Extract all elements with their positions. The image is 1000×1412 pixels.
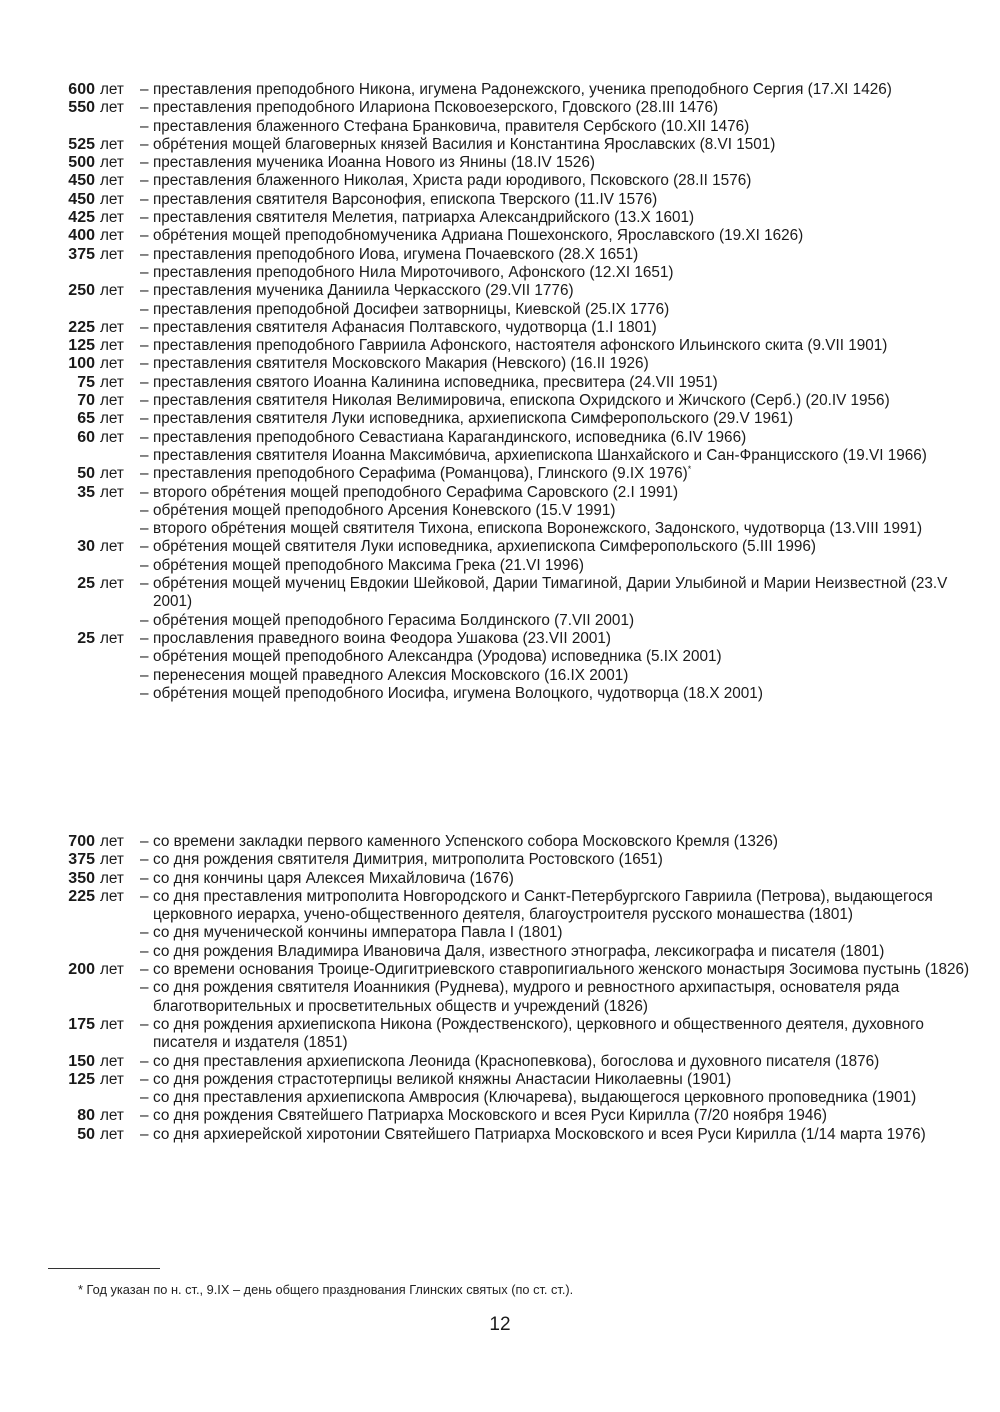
anniversary-entry bbox=[62, 172, 972, 190]
entry-text bbox=[153, 282, 972, 300]
footnote-text: Год указан по н. ст., 9.IX – день общего празднования Глинских святых (по ст. ст.). bbox=[86, 1282, 574, 1297]
entry-text bbox=[153, 374, 972, 392]
entry-text-content: со дня рождения Владимира Ивановича Даля, известного этнографа, лексикографа и писателя (1801) bbox=[153, 942, 885, 960]
entry-text bbox=[153, 172, 972, 190]
entry-years-unit: лет bbox=[100, 190, 124, 208]
entry-text-content: преставления преподобного Нила Мироточивого, Афонского (12.XI 1651) bbox=[153, 263, 674, 281]
entry-years-unit: лет bbox=[100, 428, 124, 446]
entry-years-unit: лет bbox=[100, 373, 124, 391]
anniversary-entry bbox=[62, 979, 972, 1016]
entry-years: 25 bbox=[77, 629, 95, 647]
entry-dash: – bbox=[140, 887, 149, 905]
entry-years: 50 bbox=[77, 1125, 95, 1143]
entry-dash: – bbox=[140, 666, 149, 684]
entry-years: 35 bbox=[77, 483, 95, 501]
entry-text-content: преставления святителя Луки исповедника, архиепископа Симферопольского (29.V 1961) bbox=[153, 410, 794, 428]
entry-dash: – bbox=[140, 446, 149, 464]
anniversary-entry bbox=[62, 227, 972, 245]
entry-text-content: преставления блаженного Стефана Бранковича, правителя Сербского (10.XII 1476) bbox=[153, 117, 750, 135]
entry-years: 25 bbox=[77, 575, 95, 593]
entry-years-unit: лет bbox=[100, 337, 124, 355]
entry-years-unit: лет bbox=[100, 392, 124, 410]
entry-text-content: преставления святителя Московского Макария (Невского) (16.II 1926) bbox=[153, 355, 649, 373]
entry-dash: – bbox=[140, 410, 149, 428]
anniversary-entry bbox=[62, 1053, 972, 1071]
entry-text-content: преставления преподобного Севастиана Карагандинского, исповедника (6.IV 1966) bbox=[153, 428, 747, 446]
entry-text bbox=[153, 520, 972, 538]
entry-dash: – bbox=[140, 924, 149, 942]
entry-text bbox=[153, 1089, 972, 1107]
entry-text bbox=[153, 924, 972, 942]
entry-dash: – bbox=[140, 869, 149, 887]
entry-text bbox=[153, 264, 972, 282]
entry-years-unit: лет bbox=[100, 1015, 124, 1033]
entry-text-content: второго обрéтения мощей преподобного Серафима Саровского (2.I 1991) bbox=[153, 483, 679, 501]
entry-text bbox=[153, 81, 972, 99]
entry-text-content: преставления преподобного Серафима (Романцова), Глинского (9.IX 1976) bbox=[153, 465, 688, 483]
anniversary-entry bbox=[62, 429, 972, 447]
anniversary-entry bbox=[62, 943, 972, 961]
entry-dash: – bbox=[140, 263, 149, 281]
anniversary-entry bbox=[62, 191, 972, 209]
entry-years-unit: лет bbox=[100, 318, 124, 336]
entry-text-content: преставления мученика Иоанна Нового из Янины (18.IV 1526) bbox=[153, 154, 596, 172]
entry-text-content: прославления праведного воина Феодора Ушакова (23.VII 2001) bbox=[153, 629, 611, 647]
entry-text-content: преставления святителя Варсонофия, епископа Тверского (11.IV 1576) bbox=[153, 190, 658, 208]
entry-text-content: преставления преподобной Досифеи затворницы, Киевской (25.IX 1776) bbox=[153, 300, 670, 318]
entry-text bbox=[153, 465, 972, 483]
entry-years-unit: лет bbox=[100, 1052, 124, 1070]
entry-text bbox=[153, 1107, 972, 1125]
entry-years-unit: лет bbox=[100, 483, 124, 501]
footnote bbox=[78, 1282, 573, 1298]
anniversary-entry bbox=[62, 136, 972, 154]
anniversary-entry bbox=[62, 833, 972, 851]
anniversary-entry bbox=[62, 264, 972, 282]
entry-text-content: обрéтения мощей преподобномученика Адриана Пошехонского, Ярославского (19.XI 1626) bbox=[153, 227, 804, 245]
entry-years: 125 bbox=[68, 337, 95, 355]
entry-years-unit: лет bbox=[100, 538, 124, 556]
entry-text bbox=[153, 392, 972, 410]
anniversary-list-saints bbox=[62, 81, 972, 703]
entry-years: 125 bbox=[68, 1070, 95, 1088]
anniversary-entry bbox=[62, 1071, 972, 1089]
anniversary-entry bbox=[62, 246, 972, 264]
entry-text bbox=[153, 429, 972, 447]
entry-years-unit: лет bbox=[100, 1125, 124, 1143]
entry-text-content: обрéтения мощей преподобного Герасима Болдинского (7.VII 2001) bbox=[153, 611, 635, 629]
anniversary-entry bbox=[62, 888, 972, 925]
entry-dash: – bbox=[140, 1107, 149, 1125]
entry-text bbox=[153, 833, 972, 851]
entry-dash: – bbox=[140, 465, 149, 483]
entry-dash: – bbox=[140, 428, 149, 446]
entry-text-content: перенесения мощей праведного Алексия Московского (16.IX 2001) bbox=[153, 666, 629, 684]
entry-dash: – bbox=[140, 355, 149, 373]
anniversary-entry bbox=[62, 1089, 972, 1107]
entry-dash: – bbox=[140, 392, 149, 410]
entry-years: 250 bbox=[68, 282, 95, 300]
entry-dash: – bbox=[140, 851, 149, 869]
anniversary-entry bbox=[62, 319, 972, 337]
entry-text bbox=[153, 961, 972, 979]
entry-text bbox=[153, 319, 972, 337]
entry-years: 75 bbox=[77, 373, 95, 391]
entry-dash: – bbox=[140, 483, 149, 501]
entry-years-unit: лет bbox=[100, 209, 124, 227]
anniversary-entry bbox=[62, 81, 972, 99]
entry-years: 500 bbox=[68, 154, 95, 172]
entry-text-content: преставления святителя Иоанна Максимóвича, архиепископа Шанхайского и Сан-Францисского (19.VI 1966) bbox=[153, 446, 927, 464]
entry-years: 60 bbox=[77, 428, 95, 446]
entry-dash: – bbox=[140, 172, 149, 190]
anniversary-entry bbox=[62, 355, 972, 373]
entry-text bbox=[153, 502, 972, 520]
entry-dash: – bbox=[140, 1015, 149, 1033]
anniversary-entry bbox=[62, 301, 972, 319]
entry-years: 550 bbox=[68, 99, 95, 117]
anniversary-entry bbox=[62, 392, 972, 410]
entry-dash: – bbox=[140, 190, 149, 208]
entry-years-unit: лет bbox=[100, 833, 124, 850]
entry-dash: – bbox=[140, 684, 149, 702]
entry-text bbox=[153, 484, 972, 502]
entry-text bbox=[153, 191, 972, 209]
entry-dash: – bbox=[140, 1089, 149, 1107]
entry-years: 700 bbox=[68, 833, 95, 850]
entry-text-content: преставления преподобного Никона, игумена Радонежского, ученика преподобного Сергия (17.XI 1426) bbox=[153, 81, 892, 98]
entry-text bbox=[153, 630, 972, 648]
entry-text-content: обрéтения мощей преподобного Арсения Коневского (15.V 1991) bbox=[153, 501, 616, 519]
entry-text bbox=[153, 851, 972, 869]
anniversary-entry bbox=[62, 648, 972, 666]
anniversary-entry bbox=[62, 612, 972, 630]
entry-text bbox=[153, 943, 972, 961]
entry-text bbox=[153, 447, 972, 465]
entry-text-content: преставления мученика Даниила Черкасского (29.VII 1776) bbox=[153, 282, 574, 300]
anniversary-entry bbox=[62, 1126, 972, 1144]
anniversary-entry bbox=[62, 410, 972, 428]
entry-years: 450 bbox=[68, 172, 95, 190]
anniversary-entry bbox=[62, 870, 972, 888]
entry-years-unit: лет bbox=[100, 851, 124, 869]
entry-years: 70 bbox=[77, 392, 95, 410]
entry-years-unit: лет bbox=[100, 81, 124, 98]
anniversary-entry bbox=[62, 484, 972, 502]
entry-text bbox=[153, 575, 972, 612]
entry-years-unit: лет bbox=[100, 410, 124, 428]
entry-text-content: преставления преподобного Илариона Псковоезерского, Гдовского (28.III 1476) bbox=[153, 99, 719, 117]
entry-text-content: со дня рождения страстотерпицы великой княжны Анастасии Николаевны (1901) bbox=[153, 1070, 732, 1088]
entry-dash: – bbox=[140, 629, 149, 647]
entry-dash: – bbox=[140, 245, 149, 263]
entry-dash: – bbox=[140, 833, 149, 850]
entry-years: 375 bbox=[68, 851, 95, 869]
entry-text-content: со дня кончины царя Алексея Михайловича (1676) bbox=[153, 869, 514, 887]
entry-dash: – bbox=[140, 979, 149, 997]
anniversary-entry bbox=[62, 118, 972, 136]
entry-years: 400 bbox=[68, 227, 95, 245]
anniversary-entry bbox=[62, 282, 972, 300]
entry-text-content: со дня преставления архиепископа Леонида (Краснопевкова), богослова и духовного писателя (1876) bbox=[153, 1052, 880, 1070]
entry-text bbox=[153, 979, 972, 1016]
entry-text bbox=[153, 1126, 972, 1144]
entry-text bbox=[153, 870, 972, 888]
entry-text bbox=[153, 337, 972, 355]
footnote-mark: * bbox=[78, 1282, 83, 1297]
entry-text bbox=[153, 557, 972, 575]
entry-text bbox=[153, 1053, 972, 1071]
entry-text-content: преставления святителя Николая Велимировича, епископа Охридского и Жичского (Серб.) (20.IV 1956) bbox=[153, 392, 890, 410]
entry-years-unit: лет bbox=[100, 575, 124, 593]
entry-text-content: со времени основания Троице-Одигитриевского ставропигиального женского монастыря Зосимова пустынь (1826) bbox=[153, 961, 970, 979]
entry-text bbox=[153, 355, 972, 373]
entry-dash: – bbox=[140, 373, 149, 391]
entry-text bbox=[153, 99, 972, 117]
entry-dash: – bbox=[140, 648, 149, 666]
entry-text-content: обрéтения мощей благоверных князей Василия и Константина Ярославских (8.VI 1501) bbox=[153, 135, 776, 153]
entry-text bbox=[153, 118, 972, 136]
entry-years: 225 bbox=[68, 887, 95, 905]
entry-text bbox=[153, 612, 972, 630]
anniversary-entry bbox=[62, 154, 972, 172]
entry-dash: – bbox=[140, 1070, 149, 1088]
anniversary-entry bbox=[62, 1016, 972, 1053]
entry-dash: – bbox=[140, 1125, 149, 1143]
anniversary-entry bbox=[62, 502, 972, 520]
entry-years: 450 bbox=[68, 190, 95, 208]
anniversary-entry bbox=[62, 337, 972, 355]
footnote-reference: * bbox=[687, 464, 692, 475]
entry-text bbox=[153, 136, 972, 154]
entry-text-content: преставления святого Иоанна Калинина исповедника, пресвитера (24.VII 1951) bbox=[153, 373, 718, 391]
entry-dash: – bbox=[140, 501, 149, 519]
entry-text-content: обрéтения мощей преподобного Александра (Уродова) исповедника (5.IX 2001) bbox=[153, 648, 722, 666]
entry-text bbox=[153, 246, 972, 264]
entry-dash: – bbox=[140, 611, 149, 629]
entry-dash: – bbox=[140, 575, 149, 593]
entry-years: 600 bbox=[68, 81, 95, 98]
anniversary-entry bbox=[62, 851, 972, 869]
entry-dash: – bbox=[140, 135, 149, 153]
anniversary-entry bbox=[62, 520, 972, 538]
anniversary-entry bbox=[62, 961, 972, 979]
entry-dash: – bbox=[140, 318, 149, 336]
entry-years-unit: лет bbox=[100, 245, 124, 263]
entry-dash: – bbox=[140, 1052, 149, 1070]
entry-text-content: со дня рождения Святейшего Патриарха Московского и всея Руси Кирилла (7/20 ноября 1946) bbox=[153, 1107, 827, 1125]
anniversary-entry bbox=[62, 538, 972, 556]
entry-years: 525 bbox=[68, 135, 95, 153]
anniversary-entry bbox=[62, 465, 972, 483]
entry-text bbox=[153, 227, 972, 245]
entry-text bbox=[153, 209, 972, 227]
anniversary-entry bbox=[62, 99, 972, 117]
entry-text bbox=[153, 648, 972, 666]
entry-text-content: второго обрéтения мощей святителя Тихона, епископа Воронежского, Задонского, чудотворца (13.VIII 1991) bbox=[153, 520, 923, 538]
entry-text-content: обрéтения мощей мучениц Евдокии Шейковой, Дарии Тимагиной, Дарии Улыбиной и Марии Неизвестной (23.V 2001) bbox=[153, 575, 948, 611]
entry-text-content: обрéтения мощей преподобного Иосифа, игумена Волоцкого, чудотворца (18.X 2001) bbox=[153, 684, 763, 702]
entry-dash: – bbox=[140, 117, 149, 135]
entry-text-content: обрéтения мощей преподобного Максима Грека (21.VI 1996) bbox=[153, 556, 584, 574]
entry-text bbox=[153, 1071, 972, 1089]
entry-dash: – bbox=[140, 556, 149, 574]
entry-text-content: со дня архиерейской хиротонии Святейшего Патриарха Московского и всея Руси Кирилла (1/14 марта 1976) bbox=[153, 1125, 926, 1143]
entry-dash: – bbox=[140, 337, 149, 355]
entry-years: 375 bbox=[68, 245, 95, 263]
entry-dash: – bbox=[140, 282, 149, 300]
entry-text-content: со дня рождения святителя Димитрия, митрополита Ростовского (1651) bbox=[153, 851, 663, 869]
entry-text bbox=[153, 538, 972, 556]
entry-years: 425 bbox=[68, 209, 95, 227]
entry-dash: – bbox=[140, 154, 149, 172]
entry-text-content: со дня преставления архиепископа Амвросия (Ключарева), выдающегося церковного проповедника (1901) bbox=[153, 1089, 917, 1107]
entry-years: 50 bbox=[77, 465, 95, 483]
entry-text bbox=[153, 301, 972, 319]
entry-years-unit: лет bbox=[100, 99, 124, 117]
entry-text-content: преставления святителя Афанасия Полтавского, чудотворца (1.I 1801) bbox=[153, 318, 657, 336]
entry-years: 65 bbox=[77, 410, 95, 428]
entry-text bbox=[153, 410, 972, 428]
anniversary-entry bbox=[62, 685, 972, 703]
entry-years: 80 bbox=[77, 1107, 95, 1125]
entry-dash: – bbox=[140, 209, 149, 227]
entry-text-content: преставления преподобного Гавриила Афонского, настоятеля афонского Ильинского скита (9.VII 1901) bbox=[153, 337, 888, 355]
anniversary-entry bbox=[62, 667, 972, 685]
entry-text-content: со дня рождения архиепископа Никона (Рождественского), церковного и общественного деятеля, духовного писателя и издателя (1851) bbox=[153, 1015, 924, 1052]
entry-years-unit: лет bbox=[100, 282, 124, 300]
entry-text-content: обрéтения мощей святителя Луки исповедника, архиепископа Симферопольского (5.III 1996) bbox=[153, 538, 817, 556]
anniversary-entry bbox=[62, 575, 972, 612]
anniversary-list-events bbox=[62, 833, 972, 1144]
entry-text bbox=[153, 667, 972, 685]
entry-years: 30 bbox=[77, 538, 95, 556]
entry-text bbox=[153, 888, 972, 925]
anniversary-entry bbox=[62, 209, 972, 227]
entry-dash: – bbox=[140, 227, 149, 245]
entry-text-content: со времени закладки первого каменного Успенского собора Московского Кремля (1326) bbox=[153, 833, 778, 850]
entry-years: 200 bbox=[68, 961, 95, 979]
entry-years-unit: лет bbox=[100, 1107, 124, 1125]
anniversary-entry bbox=[62, 447, 972, 465]
entry-years-unit: лет bbox=[100, 1070, 124, 1088]
entry-years-unit: лет bbox=[100, 227, 124, 245]
entry-text bbox=[153, 1016, 972, 1053]
entry-years-unit: лет bbox=[100, 172, 124, 190]
entry-years: 150 bbox=[68, 1052, 95, 1070]
entry-text-content: со дня преставления митрополита Новгородского и Санкт-Петербургского Гавриила (Петрова), выдающегося церковного иерарха, учено-общественного деятеля, благоустроителя русского монашества (1801) bbox=[153, 887, 933, 924]
entry-dash: – bbox=[140, 520, 149, 538]
entry-years-unit: лет bbox=[100, 629, 124, 647]
anniversary-entry bbox=[62, 924, 972, 942]
entry-years-unit: лет bbox=[100, 887, 124, 905]
entry-years-unit: лет bbox=[100, 135, 124, 153]
entry-dash: – bbox=[140, 81, 149, 98]
entry-text-content: преставления святителя Мелетия, патриарха Александрийского (13.X 1601) bbox=[153, 209, 695, 227]
anniversary-entry bbox=[62, 374, 972, 392]
entry-text bbox=[153, 154, 972, 172]
entry-years-unit: лет bbox=[100, 869, 124, 887]
page-number: 12 bbox=[489, 1314, 511, 1335]
entry-text-content: преставления блаженного Николая, Христа ради юродивого, Псковского (28.II 1576) bbox=[153, 172, 752, 190]
entry-text bbox=[153, 685, 972, 703]
anniversary-entry bbox=[62, 557, 972, 575]
entry-years-unit: лет bbox=[100, 355, 124, 373]
entry-years-unit: лет bbox=[100, 154, 124, 172]
entry-dash: – bbox=[140, 538, 149, 556]
entry-dash: – bbox=[140, 942, 149, 960]
entry-text-content: со дня рождения святителя Иоанникия (Руднева), мудрого и ревностного архипастыря, основателя ряда благотворительных и просветительных обществ и учреждений (1826) bbox=[153, 979, 900, 1015]
entry-years: 100 bbox=[68, 355, 95, 373]
entry-years-unit: лет bbox=[100, 961, 124, 979]
entry-years: 350 bbox=[68, 869, 95, 887]
anniversary-entry bbox=[62, 1107, 972, 1125]
footnote-separator bbox=[48, 1268, 160, 1269]
entry-dash: – bbox=[140, 300, 149, 318]
entry-years: 175 bbox=[68, 1015, 95, 1033]
entry-years-unit: лет bbox=[100, 465, 124, 483]
entry-years: 225 bbox=[68, 318, 95, 336]
anniversary-entry bbox=[62, 630, 972, 648]
entry-dash: – bbox=[140, 99, 149, 117]
entry-dash: – bbox=[140, 961, 149, 979]
entry-text-content: со дня мученической кончины императора Павла I (1801) bbox=[153, 924, 563, 942]
entry-text-content: преставления преподобного Иова, игумена Почаевского (28.X 1651) bbox=[153, 245, 639, 263]
